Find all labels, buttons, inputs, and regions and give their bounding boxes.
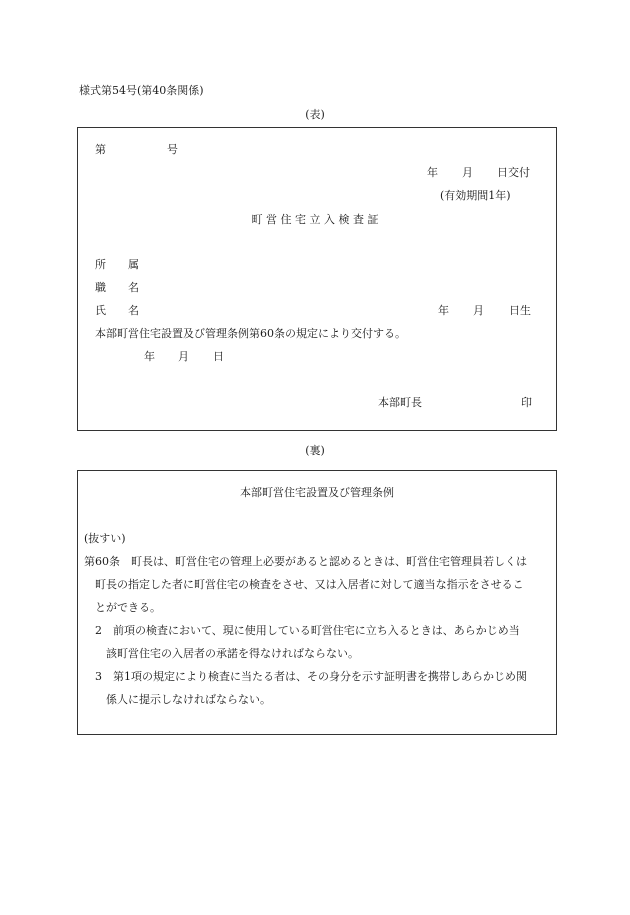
excerpt-label: (抜すい) (84, 532, 126, 545)
ordinance-title: 本部町営住宅設置及び管理条例 (240, 486, 394, 499)
front-card-box (77, 127, 557, 431)
number-prefix: 第 (95, 143, 106, 156)
statement-year: 年 (144, 350, 155, 363)
name-label: 氏 名 (95, 304, 139, 317)
article-60 (84, 555, 556, 615)
article-60-line-3: とができる。 (95, 601, 161, 614)
card-title: 町 営 住 宅 立 入 検 査 証 (251, 213, 379, 226)
paragraph-3 (84, 670, 556, 710)
birth-day: 日生 (509, 304, 531, 317)
birth-month: 月 (473, 304, 484, 317)
back-side-label: (裏) (305, 444, 325, 457)
issue-year: 年 (427, 166, 438, 179)
issue-day: 日交付 (497, 166, 530, 179)
seal-mark: 印 (521, 396, 532, 409)
birth-year: 年 (438, 304, 449, 317)
issuer-name: 本部町長 (378, 396, 422, 409)
paragraph-3-line-2: 係人に提示しなければならない。 (106, 693, 271, 706)
issue-month: 月 (462, 166, 473, 179)
paragraph-2-line-1: 2 前項の検査において、現に使用している町営住宅に立ち入るときは、あらかじめ当 (95, 624, 520, 637)
issuance-statement: 本部町営住宅設置及び管理条例第60条の規定により交付する。 (95, 327, 406, 340)
front-side-label: (表) (305, 108, 325, 121)
affiliation-label: 所 属 (95, 258, 139, 271)
statement-day: 日 (213, 350, 224, 363)
validity-period: (有効期間1年) (440, 189, 511, 202)
number-suffix: 号 (167, 143, 178, 156)
paragraph-2-line-2: 該町営住宅の入居者の承諾を得なければならない。 (106, 647, 359, 660)
article-60-line-2: 町長の指定した者に町営住宅の検査をさせ、又は入居者に対して適当な指示をさせるこ (95, 578, 524, 591)
paragraph-2 (84, 624, 556, 664)
form-number: 様式第54号(第40条関係) (79, 84, 204, 97)
position-label: 職 名 (95, 281, 139, 294)
paragraph-3-line-1: 3 第1項の規定により検査に当たる者は、その身分を示す証明書を携帯しあらかじめ関 (95, 670, 527, 683)
statement-month: 月 (178, 350, 189, 363)
article-60-line-1: 第60条 町長は、町営住宅の管理上必要があると認めるときは、町営住宅管理員若しくは (84, 555, 527, 568)
